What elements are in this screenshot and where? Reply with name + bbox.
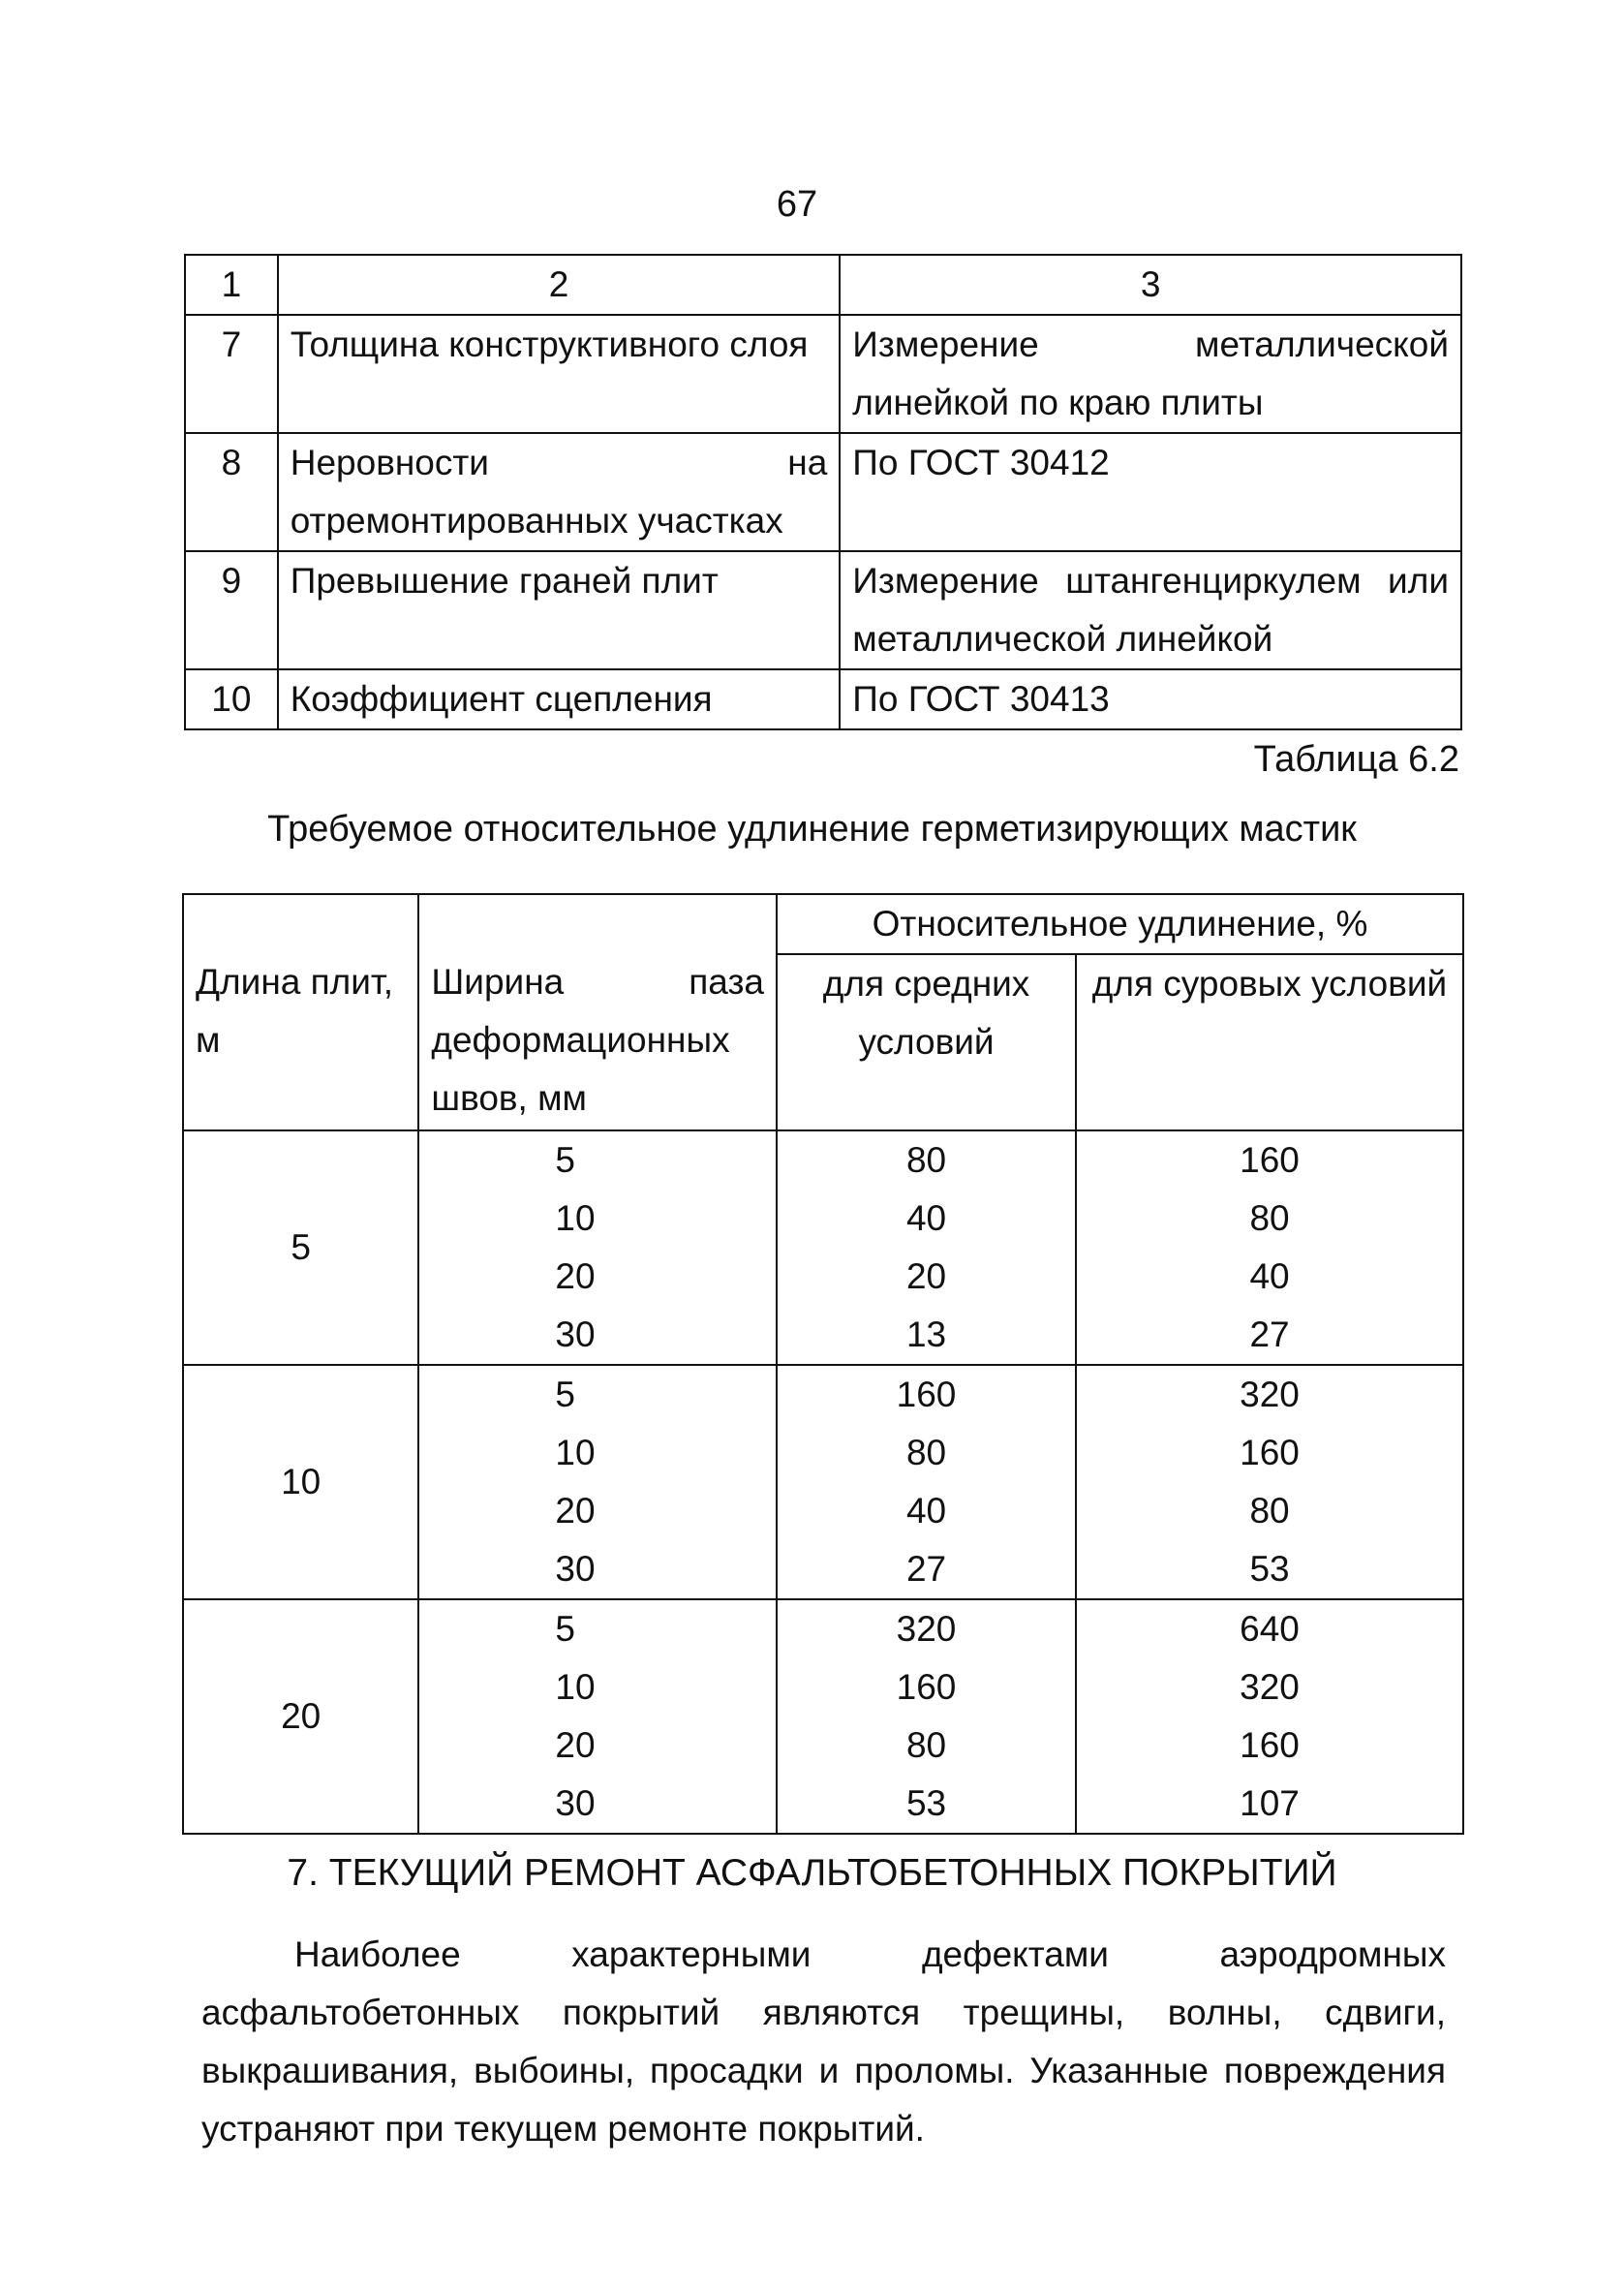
severe-value: 53 [1249, 1549, 1290, 1589]
length-header: Длина плит, м [183, 894, 418, 1130]
medium-value: 80 [905, 1433, 947, 1472]
width-header: Ширина паза деформационных швов, мм [418, 894, 777, 1130]
severe-header: для суровых условий [1076, 954, 1463, 1130]
width-value: 30 [555, 1549, 596, 1589]
method-cell: По ГОСТ 30412 [840, 433, 1461, 551]
width-value: 5 [555, 1609, 575, 1649]
header-cell: 3 [840, 255, 1461, 315]
severe-value-group [1076, 1599, 1463, 1834]
width-value: 10 [555, 1667, 596, 1707]
table-header-row [183, 894, 1463, 954]
page-number: 67 [776, 184, 818, 225]
width-value: 5 [555, 1140, 575, 1180]
medium-value: 40 [905, 1491, 947, 1531]
parameter-cell: Неровности на отремонтированных участках [278, 433, 841, 551]
medium-value: 20 [905, 1256, 947, 1296]
severe-value: 160 [1240, 1433, 1300, 1472]
length-cell: 10 [183, 1365, 418, 1599]
medium-header: для средних условий [777, 954, 1076, 1130]
table-caption: Таблица 6.2 [1253, 739, 1459, 780]
medium-value: 27 [905, 1549, 947, 1589]
medium-value: 160 [896, 1667, 957, 1707]
header-cell: 2 [278, 255, 841, 315]
severe-value: 160 [1240, 1140, 1300, 1180]
medium-value: 40 [905, 1198, 947, 1238]
width-value: 20 [555, 1491, 596, 1531]
body-paragraph: Наиболее характерными дефектами аэродромных асфальтобетонных покрытий являются трещины, волны, сдвиги, выкрашивания, выбоины, просадки и проломы. Указанные повреждения устраняют при текущем ремонте покрытий. [201, 1934, 1446, 2149]
length-cell: 5 [183, 1130, 418, 1365]
medium-value-group [777, 1365, 1076, 1599]
medium-value: 320 [896, 1609, 957, 1649]
severe-value: 320 [1240, 1667, 1300, 1707]
medium-value: 80 [905, 1140, 947, 1180]
severe-value-group [1076, 1365, 1463, 1599]
table-title: Требуемое относительное удлинение герметизирующих мастик [267, 809, 1357, 850]
width-value-group [418, 1130, 777, 1365]
width-value: 30 [555, 1783, 596, 1823]
width-value: 10 [555, 1433, 596, 1472]
severe-value: 160 [1240, 1725, 1300, 1765]
medium-value: 80 [905, 1725, 947, 1765]
severe-value: 107 [1240, 1783, 1300, 1823]
severe-value-group [1076, 1130, 1463, 1365]
method-cell: Измерение металлической линейкой по краю плиты [840, 315, 1461, 433]
severe-value: 640 [1240, 1609, 1300, 1649]
medium-value: 160 [896, 1375, 957, 1414]
table-row [185, 315, 1461, 433]
method-cell: По ГОСТ 30413 [840, 669, 1461, 729]
control-table [184, 254, 1462, 730]
width-value: 10 [555, 1198, 596, 1238]
section-title: 7. ТЕКУЩИЙ РЕМОНТ АСФАЛЬТОБЕТОННЫХ ПОКРЫТИЙ [287, 1852, 1337, 1894]
medium-value-group [777, 1599, 1076, 1834]
severe-value: 40 [1249, 1256, 1290, 1296]
table-row [185, 551, 1461, 669]
table-row [183, 1599, 1463, 1834]
table-row [183, 1365, 1463, 1599]
severe-value: 80 [1249, 1491, 1290, 1531]
width-value-group [418, 1599, 777, 1834]
severe-value: 80 [1249, 1198, 1290, 1238]
width-value: 20 [555, 1256, 596, 1296]
severe-value: 320 [1240, 1375, 1300, 1414]
table-header-row [185, 255, 1461, 315]
parameter-cell: Толщина конструктивного слоя [278, 315, 841, 433]
row-number: 10 [185, 669, 278, 729]
severe-value: 27 [1249, 1315, 1290, 1354]
medium-value: 53 [905, 1783, 947, 1823]
width-value: 20 [555, 1725, 596, 1765]
parameter-cell: Коэффициент сцепления [278, 669, 841, 729]
table-row [185, 669, 1461, 729]
parameter-cell: Превышение граней плит [278, 551, 841, 669]
medium-value: 13 [905, 1315, 947, 1354]
width-value: 30 [555, 1315, 596, 1354]
elongation-header: Относительное удлинение, % [777, 894, 1463, 954]
row-number: 7 [185, 315, 278, 433]
medium-value-group [777, 1130, 1076, 1365]
width-value-group [418, 1365, 777, 1599]
elongation-table [182, 893, 1464, 1835]
width-value: 5 [555, 1375, 575, 1414]
table-row [183, 1130, 1463, 1365]
row-number: 8 [185, 433, 278, 551]
header-cell: 1 [185, 255, 278, 315]
method-cell: Измерение штангенциркулем или металлической линейкой [840, 551, 1461, 669]
table-row [185, 433, 1461, 551]
length-cell: 20 [183, 1599, 418, 1834]
row-number: 9 [185, 551, 278, 669]
